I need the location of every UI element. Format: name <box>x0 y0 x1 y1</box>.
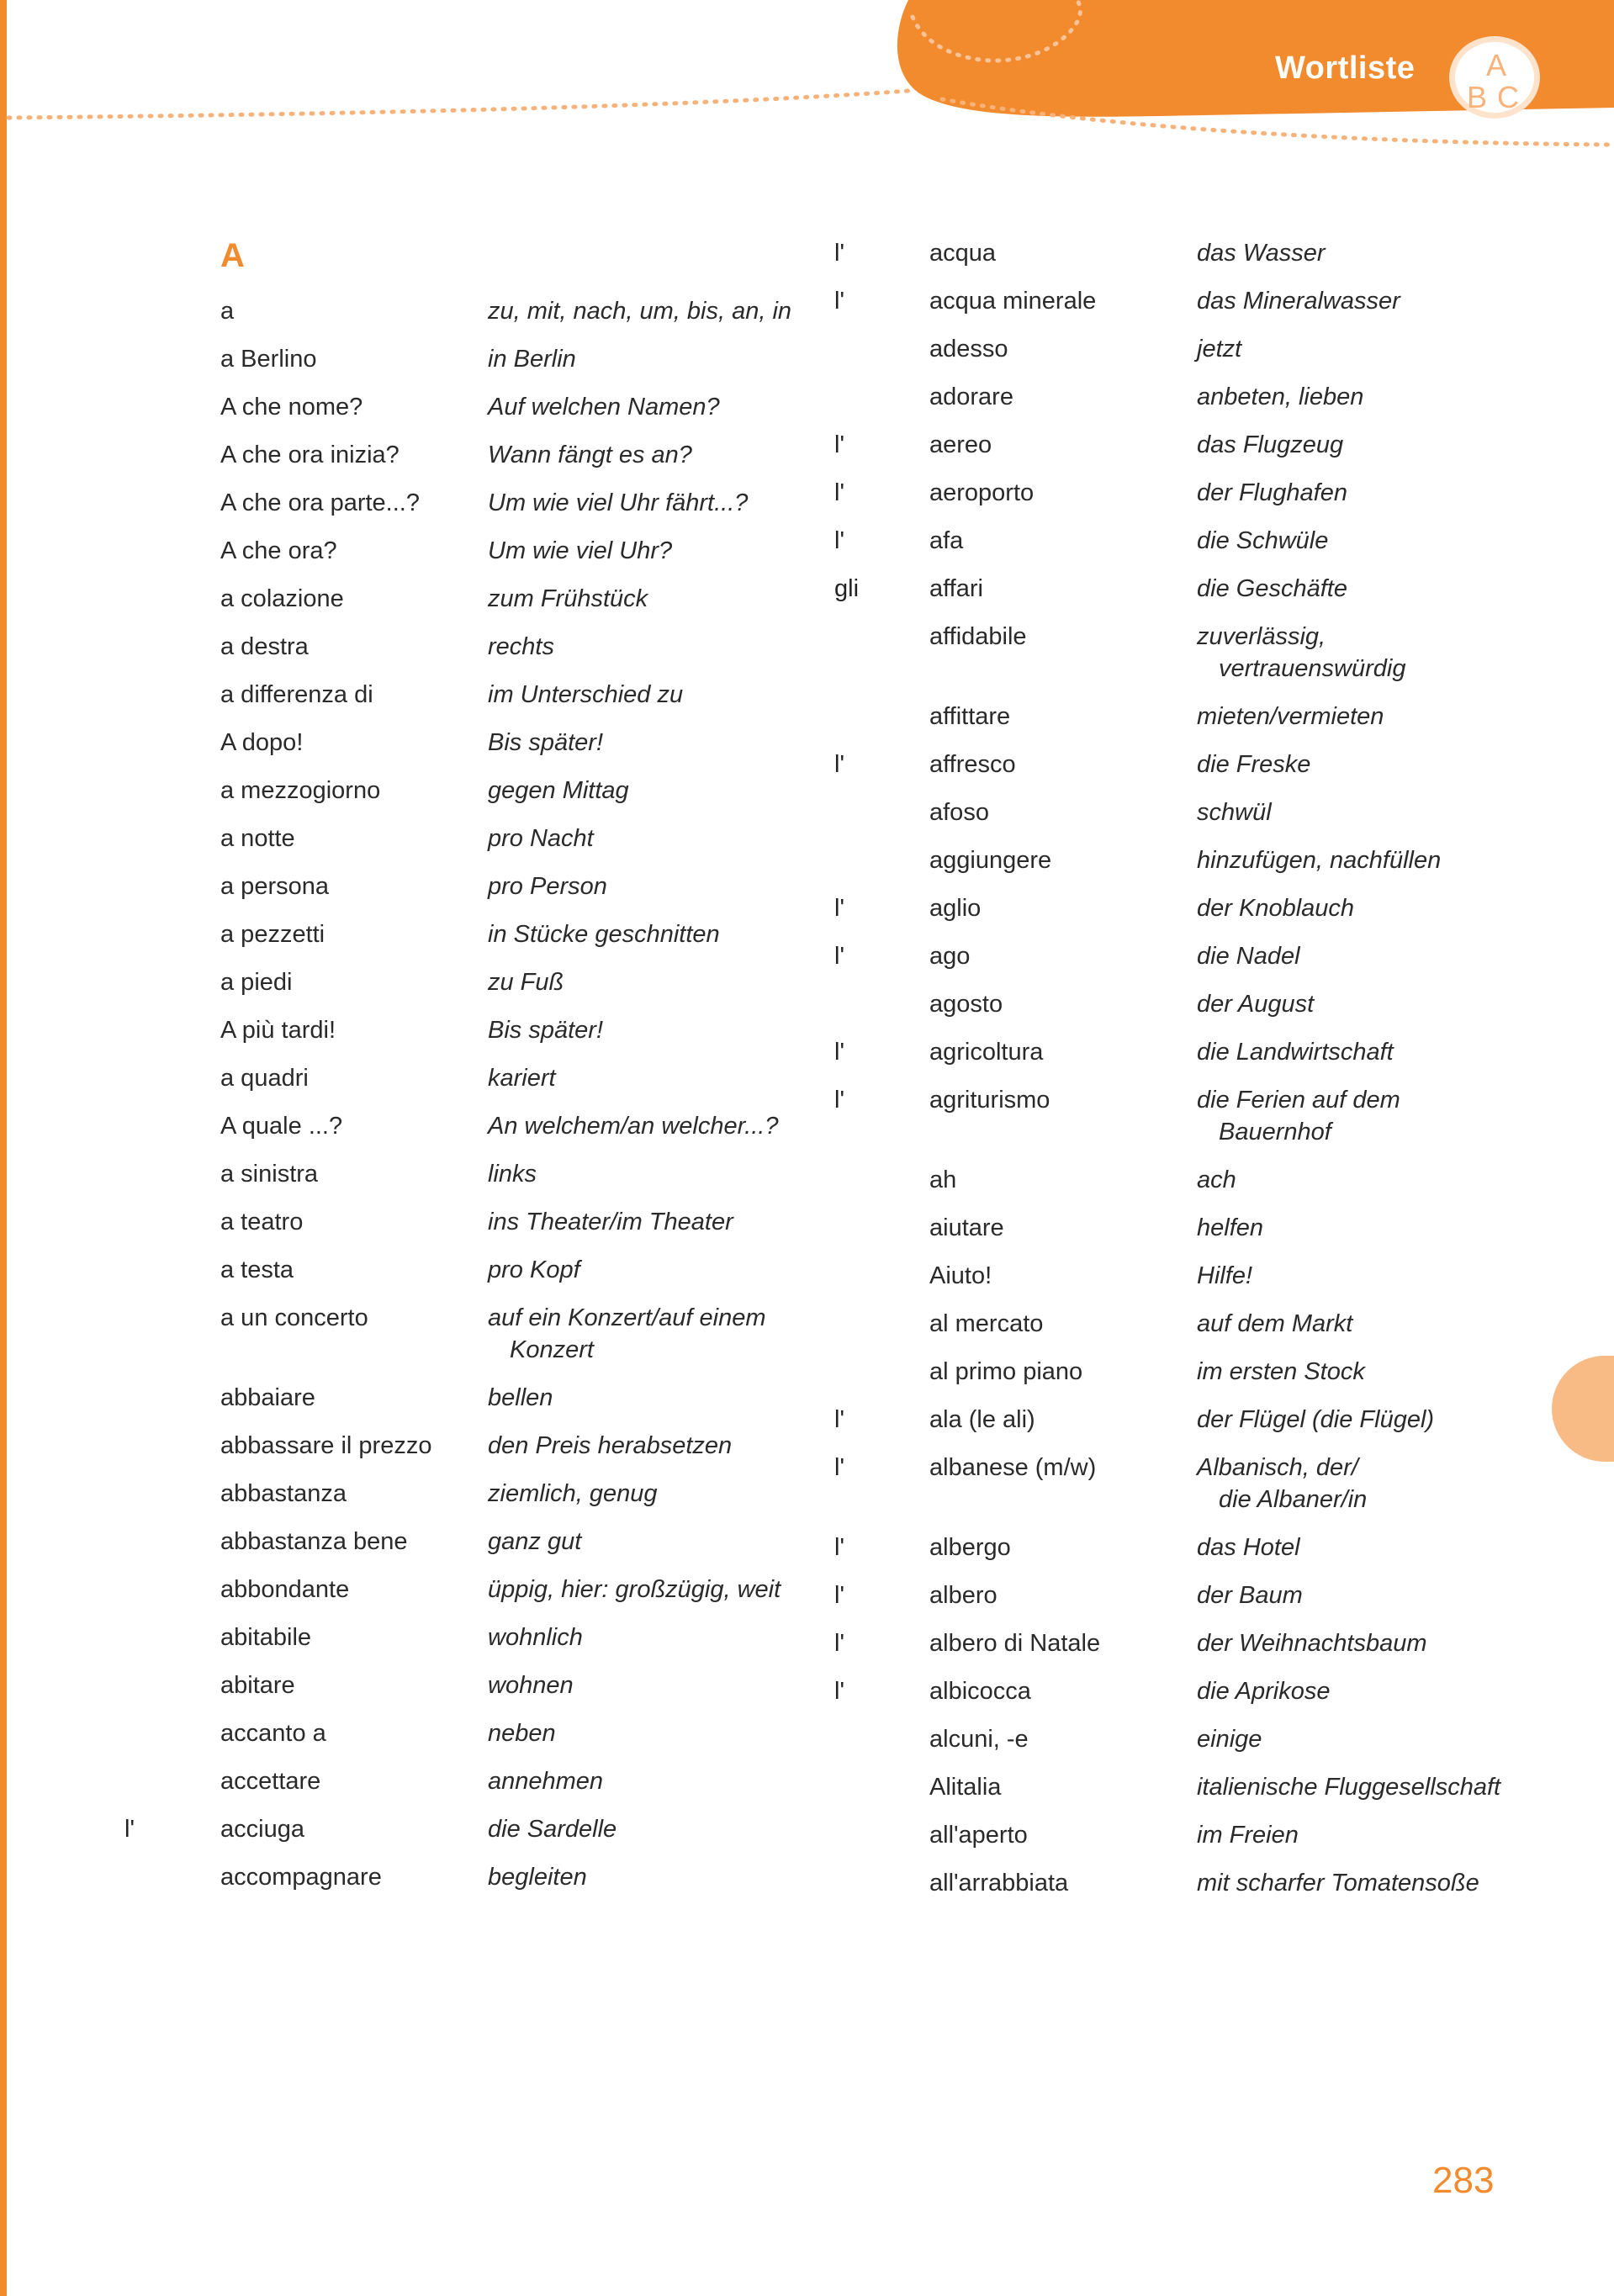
italian-term: aiutare <box>929 1214 1004 1241</box>
german-translation: in Stücke geschnitten <box>488 921 720 948</box>
italian-term: a quadri <box>220 1065 309 1092</box>
german-translation: der August <box>1197 991 1315 1018</box>
italian-term: affresco <box>929 751 1016 778</box>
italian-term: al mercato <box>929 1310 1044 1337</box>
italian-term: aeroporto <box>929 479 1035 506</box>
german-translation: bellen <box>488 1384 553 1411</box>
italian-term: accanto a <box>220 1720 326 1747</box>
german-translation: pro Person <box>488 873 607 900</box>
german-translation: schwül <box>1197 799 1272 826</box>
german-translation: ins Theater/im Theater <box>488 1209 733 1235</box>
italian-term: alcuni, -e <box>929 1726 1029 1753</box>
german-translation: gegen Mittag <box>488 777 629 804</box>
german-translation: die Sardelle <box>488 1816 617 1843</box>
italian-term: adorare <box>929 384 1013 410</box>
italian-term: a mezzogiorno <box>220 777 381 804</box>
german-translation: das Hotel <box>1197 1534 1300 1561</box>
german-translation: die Freske <box>1197 751 1311 778</box>
side-tab <box>1552 1356 1614 1462</box>
article: l' <box>834 1534 844 1561</box>
page-number: 283 <box>1432 2160 1495 2201</box>
article: l' <box>834 1087 844 1114</box>
italian-term: a teatro <box>220 1209 304 1235</box>
german-translation: ganz gut <box>488 1528 582 1555</box>
italian-term: ala (le ali) <box>929 1406 1035 1433</box>
italian-term: a piedi <box>220 969 293 996</box>
german-translation: links <box>488 1161 537 1188</box>
article: l' <box>834 240 844 267</box>
italian-term: albero di Natale <box>929 1630 1101 1657</box>
italian-term: adesso <box>929 336 1008 362</box>
italian-term: abbaiare <box>220 1384 315 1411</box>
article: l' <box>834 1406 844 1433</box>
italian-term: A più tardi! <box>220 1017 336 1044</box>
italian-term: Alitalia <box>929 1774 1002 1801</box>
italian-term: afoso <box>929 799 989 826</box>
german-translation: ziemlich, genug <box>488 1480 658 1507</box>
article: l' <box>124 1816 135 1843</box>
german-translation: neben <box>488 1720 556 1747</box>
german-translation: Wann fängt es an? <box>488 442 692 468</box>
german-translation-continued: Bauernhof <box>1219 1119 1331 1145</box>
german-translation: in Berlin <box>488 346 576 373</box>
article: l' <box>834 1678 844 1705</box>
italian-term: A che ora inizia? <box>220 442 400 468</box>
italian-term: aglio <box>929 895 982 922</box>
article: l' <box>834 751 844 778</box>
italian-term: a persona <box>220 873 329 900</box>
german-translation: Auf welchen Namen? <box>488 394 720 421</box>
article: l' <box>834 527 844 554</box>
article: l' <box>834 479 844 506</box>
italian-term: a pezzetti <box>220 921 325 948</box>
german-translation: Bis später! <box>488 729 603 756</box>
article: l' <box>834 943 844 970</box>
italian-term: agosto <box>929 991 1003 1018</box>
italian-term: A che ora? <box>220 537 337 564</box>
german-translation: Bis später! <box>488 1017 603 1044</box>
italian-term: all'arrabbiata <box>929 1870 1069 1897</box>
german-translation: mit scharfer Tomatensoße <box>1197 1870 1479 1897</box>
german-translation: Hilfe! <box>1197 1262 1253 1289</box>
german-translation: rechts <box>488 633 554 660</box>
article: l' <box>834 1630 844 1657</box>
german-translation: kariert <box>488 1065 556 1092</box>
italian-term: afa <box>929 527 964 554</box>
italian-term: abbassare il prezzo <box>220 1432 432 1459</box>
italian-term: aereo <box>929 431 992 458</box>
german-translation: jetzt <box>1197 336 1242 362</box>
german-translation: der Flügel (die Flügel) <box>1197 1406 1435 1433</box>
italian-term: ago <box>929 943 971 970</box>
italian-term: a notte <box>220 825 295 852</box>
italian-term: a Berlino <box>220 346 317 373</box>
german-translation: wohnen <box>488 1672 574 1699</box>
article: l' <box>834 431 844 458</box>
german-translation: im Freien <box>1197 1822 1299 1849</box>
italian-term: a un concerto <box>220 1304 368 1331</box>
italian-term: aggiungere <box>929 847 1052 874</box>
german-translation: die Geschäfte <box>1197 575 1347 602</box>
german-translation: hinzufügen, nachfüllen <box>1197 847 1442 874</box>
german-translation: das Wasser <box>1197 240 1326 267</box>
italian-term: agriturismo <box>929 1087 1050 1114</box>
abc-icon <box>1448 35 1541 119</box>
italian-term: abitare <box>220 1672 295 1699</box>
german-translation: die Landwirtschaft <box>1197 1039 1394 1066</box>
badge-letter-b: B <box>1467 80 1488 114</box>
italian-term: albero <box>929 1582 998 1609</box>
italian-term: a <box>220 298 235 325</box>
italian-term: a sinistra <box>220 1161 319 1188</box>
italian-term: accompagnare <box>220 1864 382 1891</box>
italian-term: A che nome? <box>220 394 363 421</box>
german-translation: der Flughafen <box>1197 479 1347 506</box>
german-translation-continued: die Albaner/in <box>1219 1486 1368 1513</box>
italian-term: abitabile <box>220 1624 312 1651</box>
header-title: Wortliste <box>1275 50 1416 86</box>
italian-term: Aiuto! <box>929 1262 992 1289</box>
italian-term: albanese (m/w) <box>929 1454 1097 1481</box>
italian-term: A che ora parte...? <box>220 489 420 516</box>
german-translation: pro Kopf <box>488 1256 580 1283</box>
italian-term: affidabile <box>929 623 1027 650</box>
article: gli <box>834 575 860 602</box>
italian-term: agricoltura <box>929 1039 1044 1066</box>
german-translation: anbeten, lieben <box>1197 384 1364 410</box>
german-translation: zu, mit, nach, um, bis, an, in <box>488 298 792 325</box>
german-translation: das Flugzeug <box>1197 431 1344 458</box>
german-translation: wohnlich <box>488 1624 583 1651</box>
italian-term: acqua <box>929 240 997 267</box>
german-translation: annehmen <box>488 1768 604 1795</box>
german-translation: die Schwüle <box>1197 527 1329 554</box>
badge-letter-c: C <box>1497 80 1519 114</box>
italian-term: al primo piano <box>929 1358 1083 1385</box>
german-translation: helfen <box>1197 1214 1264 1241</box>
german-translation: pro Nacht <box>488 825 594 852</box>
section-letter: A <box>220 237 245 274</box>
german-translation: Albanisch, der/ <box>1197 1454 1358 1481</box>
german-translation: den Preis herabsetzen <box>488 1432 733 1459</box>
german-translation: An welchem/an welcher...? <box>488 1113 779 1140</box>
italian-term: abbastanza <box>220 1480 347 1507</box>
german-translation: italienische Fluggesellschaft <box>1197 1774 1501 1801</box>
italian-term: a testa <box>220 1256 294 1283</box>
italian-term: affari <box>929 575 983 602</box>
german-translation: zum Frühstück <box>488 585 648 612</box>
german-translation: die Ferien auf dem <box>1197 1087 1400 1114</box>
german-translation: im ersten Stock <box>1197 1358 1365 1385</box>
german-translation: zuverlässig, <box>1197 623 1326 650</box>
german-translation: das Mineralwasser <box>1197 288 1400 315</box>
italian-term: acciuga <box>220 1816 304 1843</box>
german-translation: auf dem Markt <box>1197 1310 1353 1337</box>
article: l' <box>834 1582 844 1609</box>
italian-term: A quale ...? <box>220 1113 343 1140</box>
german-translation-continued: Konzert <box>510 1336 594 1363</box>
german-translation: zu Fuß <box>488 969 564 996</box>
german-translation: im Unterschied zu <box>488 681 684 708</box>
german-translation: auf ein Konzert/auf einem <box>488 1304 766 1331</box>
italian-term: a colazione <box>220 585 344 612</box>
article: l' <box>834 288 844 315</box>
german-translation-continued: vertrauenswürdig <box>1219 655 1406 682</box>
italian-term: a differenza di <box>220 681 373 708</box>
german-translation: der Baum <box>1197 1582 1303 1609</box>
german-translation: Um wie viel Uhr fährt...? <box>488 489 749 516</box>
german-translation: begleiten <box>488 1864 587 1891</box>
german-translation: Um wie viel Uhr? <box>488 537 673 564</box>
italian-term: all'aperto <box>929 1822 1028 1849</box>
left-accent-bar <box>0 0 7 2296</box>
german-translation: üppig, hier: großzügig, weit <box>488 1576 781 1603</box>
italian-term: albicocca <box>929 1678 1031 1705</box>
article: l' <box>834 1039 844 1066</box>
italian-term: affittare <box>929 703 1011 730</box>
italian-term: a destra <box>220 633 309 660</box>
italian-term: acqua minerale <box>929 288 1097 315</box>
badge-letter-a: A <box>1486 48 1507 82</box>
italian-term: albergo <box>929 1534 1011 1561</box>
italian-term: abbondante <box>220 1576 350 1603</box>
german-translation: die Nadel <box>1197 943 1300 970</box>
italian-term: ah <box>929 1167 957 1193</box>
german-translation: ach <box>1197 1167 1236 1193</box>
italian-term: abbastanza bene <box>220 1528 408 1555</box>
german-translation: mieten/vermieten <box>1197 703 1384 730</box>
article: l' <box>834 895 844 922</box>
german-translation: die Aprikose <box>1197 1678 1331 1705</box>
german-translation: der Weihnachtsbaum <box>1197 1630 1427 1657</box>
italian-term: accettare <box>220 1768 321 1795</box>
article: l' <box>834 1454 844 1481</box>
german-translation: der Knoblauch <box>1197 895 1355 922</box>
italian-term: A dopo! <box>220 729 304 756</box>
german-translation: einige <box>1197 1726 1262 1753</box>
